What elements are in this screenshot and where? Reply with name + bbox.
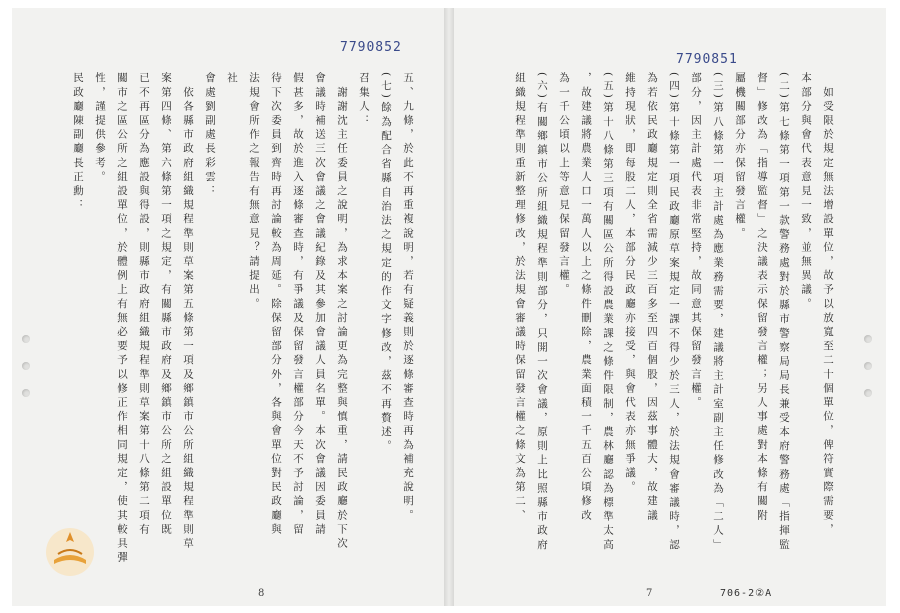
text-column: 謝謝沈主任委員之說明，為求本案之討論更為完整與慎重，請民政廳於下次	[336, 72, 348, 552]
text-column: (五)第十八條第三項有關區公所得設農業課之條件限制，農林廳認為標準太高	[602, 72, 614, 553]
text-column: 依各縣市政府組織規程準則草案第五條第一項及鄉鎮市公所組織規程準則草	[182, 72, 194, 552]
right-serial-number: 7790851	[676, 52, 738, 67]
text-column: 會議時補送三次會議之會議紀錄及其參加會議人員名單。本次會議因委員請	[314, 72, 326, 538]
punch-hole	[22, 335, 30, 343]
text-column: 待下次委員到齊時再討論較為周延。除保留部分外，各與會單位對民政廳與	[270, 72, 282, 538]
text-column: 為一千公頃以上等意見保留發言權。	[558, 72, 570, 298]
punch-hole	[22, 362, 30, 370]
text-column: ，故建議將農業人口一萬人以上之條件刪除，農業面積一千五百公頃修改	[580, 72, 592, 524]
punch-hole	[22, 389, 30, 397]
punch-hole	[864, 335, 872, 343]
punch-hole	[864, 362, 872, 370]
text-column: 法規會所作之報告有無意見？請提出。	[248, 72, 260, 312]
punch-hole	[864, 389, 872, 397]
text-column: 屬機關部分亦保留發言權。	[734, 72, 746, 242]
text-column: 民政廳陳副廳長正勳：	[72, 72, 84, 213]
text-column: 為若依民政廳規定則全省需減少三百多至四百個股，因茲事體大，故建議	[646, 72, 658, 524]
book-gutter	[444, 8, 454, 606]
text-column: 部分，因主計處代表非常堅持，故同意其保留發言權。	[690, 72, 702, 411]
text-column: 督」修改為「指導監督」之決議表示保留發言權；另人事處對本條有關附	[756, 72, 768, 524]
text-column: 如受限於規定無法增設單位，故予以放寬至二十個單位，俾符實際需要，	[822, 72, 834, 538]
right-page-number: 7	[646, 588, 653, 599]
text-column: 組織規程準則重新整理修改，於法規會審議時保留發言權之條文為第二、	[514, 72, 526, 524]
text-column: 已不再區分為應設與得設，則縣市政府組織規程準則草案第十八條第二項有	[138, 72, 150, 538]
left-page-number: 8	[258, 588, 265, 599]
text-column: 維持現狀，即每股二人，本部分民政廳亦接受，與會代表亦無爭議。	[624, 72, 636, 495]
text-column: 五、九條，於此不再重複說明，若有疑義則於逐條審查時再為補充說明。	[402, 72, 414, 524]
text-column: 性，謹提供參考。	[94, 72, 106, 185]
text-column: (七)餘為配合省縣自治法之規定的作文字修改，茲不再贅述。	[380, 72, 392, 454]
text-column: 案第四條、第六條第一項之規定，有關縣市政府及鄉鎮市公所之組設單位既	[160, 72, 172, 538]
text-column: 社	[226, 72, 238, 87]
text-column: (二)第七條第一項第一款警務處對於縣市警察局局長兼受本府警務處「指揮監	[778, 72, 790, 553]
library-stamp-logo	[40, 520, 100, 580]
text-column: (三)第八條第一項主計處為應業務需要，建議將主計室副主任修改為「二人」	[712, 72, 724, 553]
text-column: 假甚多，故於進入逐條審查時，有爭議及保留發言權部分今天不予討論，留	[292, 72, 304, 538]
text-column: 會處劉副處長彩雲：	[204, 72, 216, 199]
text-column: 關市之區公所之組設單位，於體例上有無必要予以修正作相同規定，使其較具彈	[116, 72, 128, 566]
text-column: 本部分與會代表意見一致，並無異議。	[800, 72, 812, 312]
text-column: (六)有關鄉鎮市公所組織規程準則部分，只開一次會議，原則上比照縣市政府	[536, 72, 548, 553]
left-serial-number: 7790852	[340, 40, 402, 55]
document-code: 706-2②A	[720, 588, 773, 599]
text-column: 召集人：	[358, 72, 370, 129]
text-column: (四)第十條第一項民政廳原草案規定一課不得少於三人，於法規會審議時，認	[668, 72, 680, 553]
